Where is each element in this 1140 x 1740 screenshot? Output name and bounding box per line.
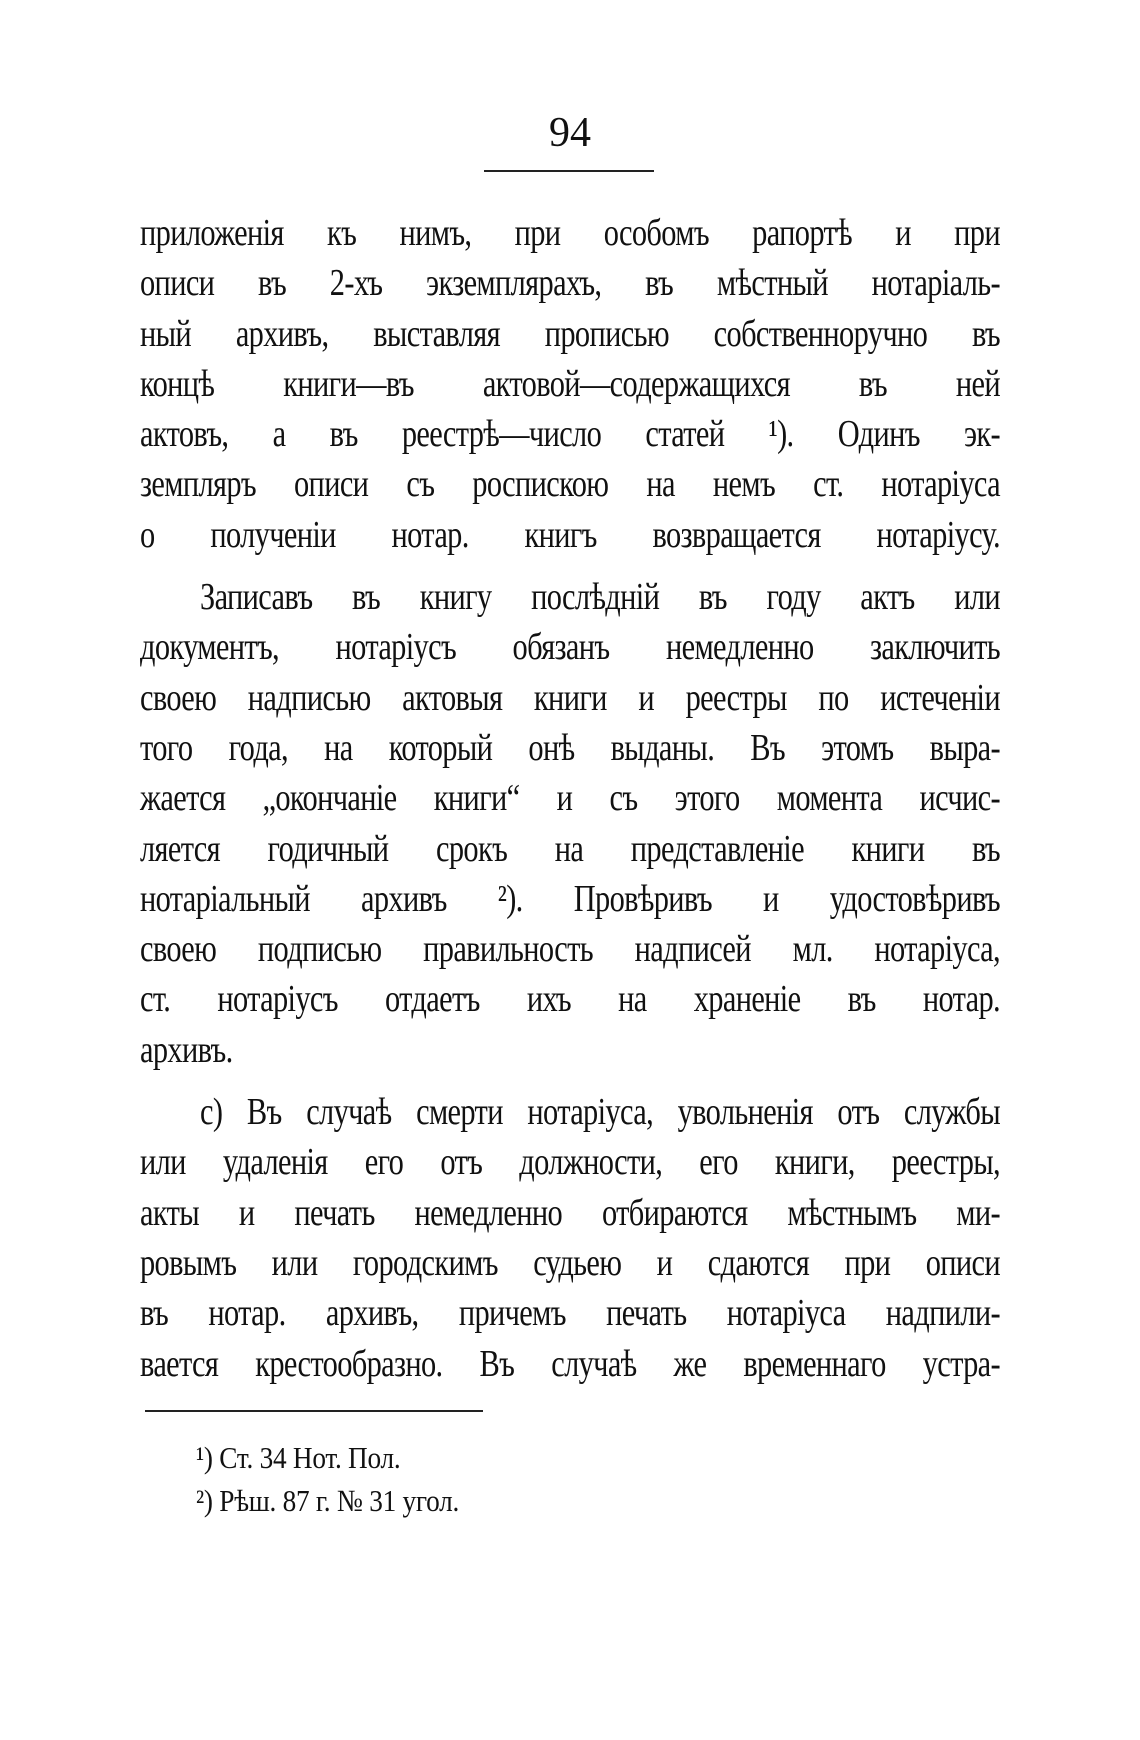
text-line: вается крестообразно. Въ случаѣ же временнаго устра- — [140, 1342, 1000, 1385]
text-line: документъ, нотаріусъ обязанъ немедленно заключить — [140, 626, 1000, 669]
footnote-1: ¹) Ст. 34 Нот. Пол. — [196, 1440, 401, 1475]
paragraph-gap — [140, 560, 1000, 572]
body-text — [140, 208, 1000, 1389]
text-line: въ нотар. архивъ, причемъ печать нотаріуса надпили- — [140, 1292, 1000, 1335]
paragraph-gap — [140, 1075, 1000, 1087]
text-line: того года, на который онѣ выданы. Въ этомъ выра- — [140, 726, 1000, 769]
text-line: своею подписью правильность надписей мл. нотаріуса, — [140, 928, 1000, 971]
header-rule — [484, 170, 654, 172]
text-line: ляется годичный срокъ на представленіе книги въ — [140, 827, 1000, 870]
text-line: жается „окончаніе книги“ и съ этого момента исчис- — [140, 777, 1000, 820]
text-line: ст. нотаріусъ отдаетъ ихъ на храненіе въ нотар. — [140, 978, 1000, 1021]
text-line: земпляръ описи съ роспискою на немъ ст. нотаріуса — [140, 463, 1000, 506]
text-line: своею надписью актовыя книги и реестры по истеченіи — [140, 676, 1000, 719]
text-line: описи въ 2-хъ экземплярахъ, въ мѣстный нотаріаль- — [140, 262, 1000, 305]
text-line: архивъ. — [140, 1028, 233, 1071]
text-line: концѣ книги—въ актовой—содержащихся въ ней — [140, 362, 1000, 405]
text-line: приложенія къ нимъ, при особомъ рапортѣ и при — [140, 212, 1000, 254]
text-line: акты и печать немедленно отбираются мѣстнымъ ми- — [140, 1191, 1000, 1234]
footnote-2: ²) Рѣш. 87 г. № 31 угол. — [196, 1483, 460, 1518]
text-line: ный архивъ, выставляя прописью собственноручно въ — [140, 312, 1000, 355]
paragraph-1 — [140, 208, 1000, 560]
text-line: или удаленія его отъ должности, его книги, реестры, — [140, 1141, 1000, 1184]
footnote-rule — [145, 1410, 483, 1412]
text-line: нотаріальный архивъ ²). Провѣривъ и удостовѣривъ — [140, 877, 1000, 920]
page-number: 94 — [549, 110, 591, 156]
paragraph-3 — [140, 1087, 1000, 1389]
text-line: ровымъ или городскимъ судьею и сдаются при описи — [140, 1241, 1000, 1284]
text-line: актовъ, а въ реестрѣ—число статей ¹). Одинъ эк- — [140, 413, 1000, 456]
paragraph-2 — [140, 572, 1000, 1075]
text-line: c) Въ случаѣ смерти нотаріуса, увольненія отъ службы — [200, 1091, 1000, 1134]
text-line: Записавъ въ книгу послѣдній въ году актъ или — [200, 576, 1000, 619]
footnotes — [196, 1436, 495, 1522]
text-line: о полученіи нотар. книгъ возвращается нотаріусу. — [140, 513, 1000, 556]
